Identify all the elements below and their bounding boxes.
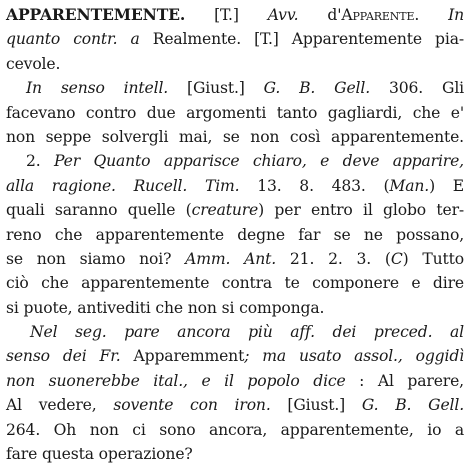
entry-line [6, 296, 464, 320]
entry-line [6, 223, 464, 247]
entry-line [6, 320, 464, 344]
citation-source: G. B. Gell. [263, 79, 371, 98]
entry-line [6, 271, 464, 295]
entry-text: 13. 8. 483. ( [239, 176, 390, 195]
entry-text: cevole. [6, 54, 61, 73]
entry-text-italic: Nel seg. pare ancora più aff. dei preced. al [30, 323, 464, 342]
sense-label: In senso intell. [26, 79, 169, 98]
entry-text: ) Tutto [402, 249, 464, 268]
entry-line [6, 418, 464, 442]
entry-text: d' [298, 6, 342, 24]
entry-text: [T.] [185, 6, 268, 24]
entry-line [6, 149, 464, 173]
entry-text: : Al parere, [345, 371, 464, 390]
entry-line [6, 369, 464, 393]
sense-number: 2. [26, 152, 55, 171]
entry-text: 21. 2. 3. ( [276, 249, 391, 268]
cross-reference: Apparente [341, 6, 415, 24]
citation-source: Amm. Ant. [185, 249, 277, 268]
entry-text-italic: senso dei Fr. [6, 347, 121, 366]
entry-text: fare questa operazione? [6, 445, 193, 464]
citation-source: Man. [389, 176, 430, 195]
entry-text-italic: ; ma usato assol., oggidì [244, 347, 465, 366]
entry-text-italic: sovente con iron. [113, 396, 271, 415]
entry-text: . [414, 6, 449, 24]
entry-line [6, 174, 464, 198]
sense-definition: Per Quanto apparisce chiaro, e deve apparire, [54, 152, 464, 171]
citation-source: G. B. Gell. [361, 396, 464, 415]
entry-text: [Giust.] [270, 396, 362, 415]
citation-source: alla ragione. Rucell. Tim. [6, 176, 240, 195]
entry-text-italic: In [448, 6, 465, 24]
entry-text: se non siamo noi? [6, 249, 186, 268]
entry-text: Al vedere, [6, 396, 114, 415]
entry-text: reno che apparentemente degne far se ne possano, [6, 225, 464, 244]
entry-text: facevano contro due argomenti tanto gagliardi, che e' [6, 103, 464, 122]
entry-text: 264. Oh non ci sono ancora, apparentemente, io a [6, 420, 464, 439]
entry-text: [Giust.] [168, 79, 264, 98]
citation-source: C [390, 249, 403, 268]
entry-text: si puote, antivediti che non si componga. [6, 298, 325, 317]
entry-line [6, 101, 464, 125]
entry-text: 306. Gli [370, 79, 465, 98]
entry-text: ) E [429, 176, 464, 195]
entry-text: quali saranno quelle ( [6, 201, 192, 220]
entry-line [6, 344, 464, 368]
headword: APPARENTEMENTE. [6, 5, 186, 24]
entry-text: ciò che apparentemente contra te componere e dire [6, 274, 464, 293]
entry-text-italic: non suonerebbe ital., e il popolo dice [6, 371, 346, 390]
entry-line [6, 442, 464, 466]
entry-line [6, 52, 464, 76]
entry-text: Realmente. [T.] Apparentemente pia- [139, 30, 464, 49]
entry-line [6, 27, 464, 51]
entry-line [6, 393, 464, 417]
entry-line [6, 76, 464, 100]
grammar-label: Avv. [267, 6, 299, 24]
entry-line [6, 198, 464, 222]
dictionary-entry [6, 3, 464, 466]
entry-text: Apparemment [120, 347, 245, 366]
entry-text-italic: creature [191, 201, 259, 220]
entry-line [6, 247, 464, 271]
entry-text-italic: quanto contr. a [6, 30, 140, 49]
entry-line [6, 3, 464, 27]
entry-text: non seppe solvergli mai, se non così apparentemente. [6, 127, 464, 146]
entry-line [6, 125, 464, 149]
entry-text: ) per entro il globo ter- [258, 201, 464, 220]
